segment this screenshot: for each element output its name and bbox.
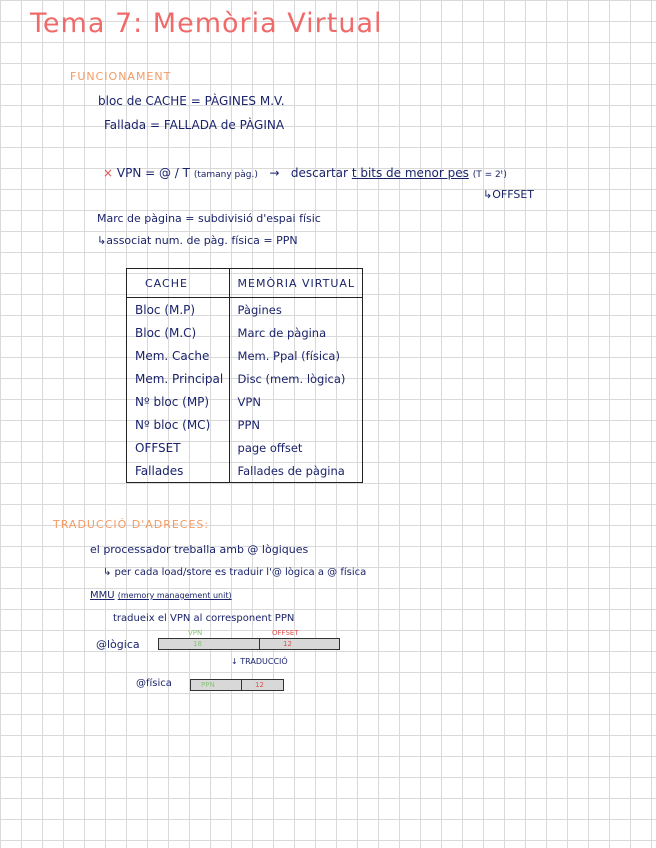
mmu-note: (memory management unit) (117, 591, 232, 600)
table-cell: Nº bloc (MP) (127, 390, 230, 413)
mmu-label: MMU (90, 590, 115, 601)
table-cell: Fallades (127, 459, 230, 483)
table-row (127, 436, 363, 459)
bullet-cross-icon: × (103, 166, 114, 180)
table-cell: Bloc (M.P) (127, 298, 230, 322)
table-cell: OFFSET (127, 436, 230, 459)
table-cell: Fallades de pàgina (229, 459, 362, 483)
table-row (127, 390, 363, 413)
page-title: Tema 7: Memòria Virtual (30, 8, 383, 39)
table-row (127, 367, 363, 390)
table-row (127, 459, 363, 483)
line-bloc-cache: bloc de CACHE = PÀGINES M.V. (98, 94, 285, 108)
table-cell: Mem. Cache (127, 344, 230, 367)
mmu-line (90, 590, 232, 601)
table-cell: VPN (229, 390, 362, 413)
line-processador: el processador treballa amb @ lògiques (90, 543, 309, 556)
line-associat: ↳associat num. de pàg. física = PPN (97, 234, 298, 247)
table-cell: Disc (mem. lògica) (229, 367, 362, 390)
offset-label: ↳OFFSET (483, 188, 534, 201)
table-cell: page offset (229, 436, 362, 459)
ppn-small-label: PPN (201, 681, 215, 689)
ppn-offset-value: 12 (255, 681, 264, 689)
table-cell: Mem. Principal (127, 367, 230, 390)
vpn-bits-value: 18 (193, 640, 202, 648)
translation-arrow: ↓ TRADUCCIÓ (231, 657, 288, 666)
bar-divider (259, 638, 260, 650)
table-header-memoria-virtual: MEMÒRIA VIRTUAL (229, 269, 362, 298)
offset-bits-value: 12 (283, 640, 292, 648)
bits-text: t bits de menor pes (351, 166, 469, 180)
table-cell: Mem. Ppal (física) (229, 344, 362, 367)
table-cell: Nº bloc (MC) (127, 413, 230, 436)
descartar-text: descartar (290, 166, 348, 180)
logical-address-label: @lògica (96, 638, 140, 651)
exponent-note: (T = 2ᵗ) (472, 170, 507, 180)
table-row (127, 298, 363, 322)
line-fallada: Fallada = FALLADA de PÀGINA (104, 118, 285, 132)
line-load-store: ↳ per cada load/store es traduir l'@ lògica a @ física (103, 567, 367, 578)
physical-address-label: @física (136, 678, 172, 689)
table-row (127, 344, 363, 367)
bar-divider (241, 679, 242, 691)
table-row (127, 413, 363, 436)
physical-address-bar (190, 679, 284, 691)
vpn-formula: VPN = @ / T (116, 166, 190, 180)
table-cell: Marc de pàgina (229, 321, 362, 344)
vpn-small-label: VPN (188, 629, 203, 637)
vpn-line (103, 166, 507, 180)
section-heading-traduccio: TRADUCCIÓ D'ADRECES: (53, 518, 210, 531)
table-row (127, 321, 363, 344)
comparison-table (126, 268, 363, 483)
arrow-right-icon: → (269, 166, 280, 180)
line-tradueix: tradueix el VPN al corresponent PPN (113, 613, 295, 624)
table-header-cache: CACHE (127, 269, 230, 298)
vpn-note: (tamany pàg.) (193, 170, 258, 180)
table-cell: Pàgines (229, 298, 362, 322)
section-heading-funcionament: FUNCIONAMENT (70, 70, 172, 83)
offset-small-label: OFFSET (272, 629, 299, 637)
table-cell: PPN (229, 413, 362, 436)
table-cell: Bloc (M.C) (127, 321, 230, 344)
line-marc-pagina: Marc de pàgina = subdivisió d'espai físic (97, 212, 321, 225)
logical-address-bar (158, 638, 340, 650)
